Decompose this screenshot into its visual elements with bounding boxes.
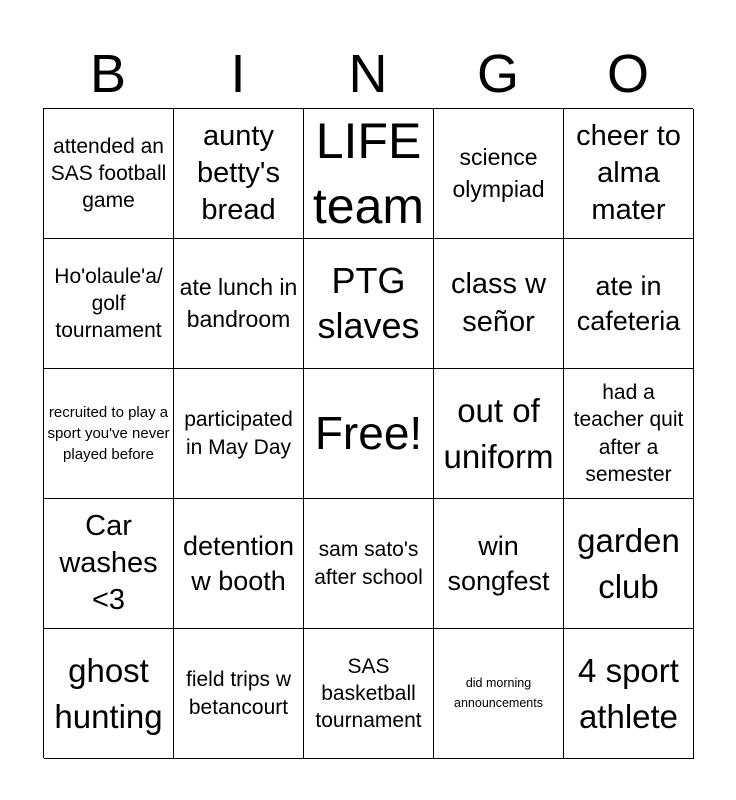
bingo-cell[interactable] <box>564 369 694 499</box>
cell-text: Car washes <3 <box>59 509 158 617</box>
bingo-cell[interactable] <box>174 499 304 629</box>
bingo-cell[interactable] <box>434 629 564 759</box>
bingo-cell[interactable] <box>304 109 434 239</box>
bingo-cell[interactable] <box>564 239 694 369</box>
bingo-cell[interactable] <box>44 109 174 239</box>
header-letter-o: O <box>606 44 649 104</box>
cell-text: recruited to play a sport you've never played before <box>47 404 170 463</box>
cell-text: aunty betty's bread <box>197 119 280 227</box>
bingo-board <box>43 108 693 758</box>
cell-text: cheer to alma mater <box>576 119 681 227</box>
bingo-cell[interactable] <box>434 239 564 369</box>
bingo-cell[interactable] <box>564 629 694 759</box>
cell-text: science olympiad <box>452 144 545 202</box>
cell-text: garden club <box>577 521 680 605</box>
bingo-cell[interactable] <box>434 109 564 239</box>
bingo-cell[interactable] <box>174 239 304 369</box>
header-letter-n: N <box>348 44 388 104</box>
cell-text: ate in cafeteria <box>576 270 681 336</box>
free-cell[interactable] <box>304 369 434 499</box>
bingo-cell[interactable] <box>304 239 434 369</box>
bingo-cell[interactable] <box>44 369 174 499</box>
bingo-cell[interactable] <box>564 499 694 629</box>
header-letter-i: I <box>230 44 246 104</box>
cell-text: did morning announcements <box>454 676 543 710</box>
cell-text: Free! <box>314 407 423 460</box>
cell-text: LIFE team <box>312 112 425 234</box>
cell-text: sam sato's after school <box>314 538 423 589</box>
bingo-cell[interactable] <box>174 629 304 759</box>
cell-text: had a teacher quit after a semester <box>573 380 684 486</box>
cell-text: participated in May Day <box>184 408 293 459</box>
cell-text: SAS basketball tournament <box>315 654 422 733</box>
bingo-cell[interactable] <box>174 109 304 239</box>
bingo-cell[interactable] <box>44 499 174 629</box>
bingo-cell[interactable] <box>304 499 434 629</box>
bingo-cell[interactable] <box>564 109 694 239</box>
bingo-header <box>43 40 693 108</box>
bingo-cell[interactable] <box>434 499 564 629</box>
cell-text: out of uniform <box>443 391 554 475</box>
bingo-cell[interactable] <box>434 369 564 499</box>
cell-text: Ho'olaule'a/ golf tournament <box>54 264 163 343</box>
bingo-cell[interactable] <box>174 369 304 499</box>
cell-text: win songfest <box>447 530 550 596</box>
cell-text: detention w booth <box>182 530 295 596</box>
bingo-cell[interactable] <box>44 239 174 369</box>
cell-text: ghost hunting <box>54 651 163 735</box>
header-letter-g: G <box>476 44 519 104</box>
bingo-cell[interactable] <box>304 629 434 759</box>
cell-text: attended an SAS football game <box>50 134 167 213</box>
cell-text: ate lunch in bandroom <box>179 274 298 332</box>
cell-text: 4 sport athlete <box>578 651 679 735</box>
cell-text: class w señor <box>450 268 547 338</box>
cell-text: field trips w betancourt <box>185 668 292 719</box>
header-letter-b: B <box>89 44 127 104</box>
cell-text: PTG slaves <box>317 259 420 346</box>
bingo-cell[interactable] <box>44 629 174 759</box>
